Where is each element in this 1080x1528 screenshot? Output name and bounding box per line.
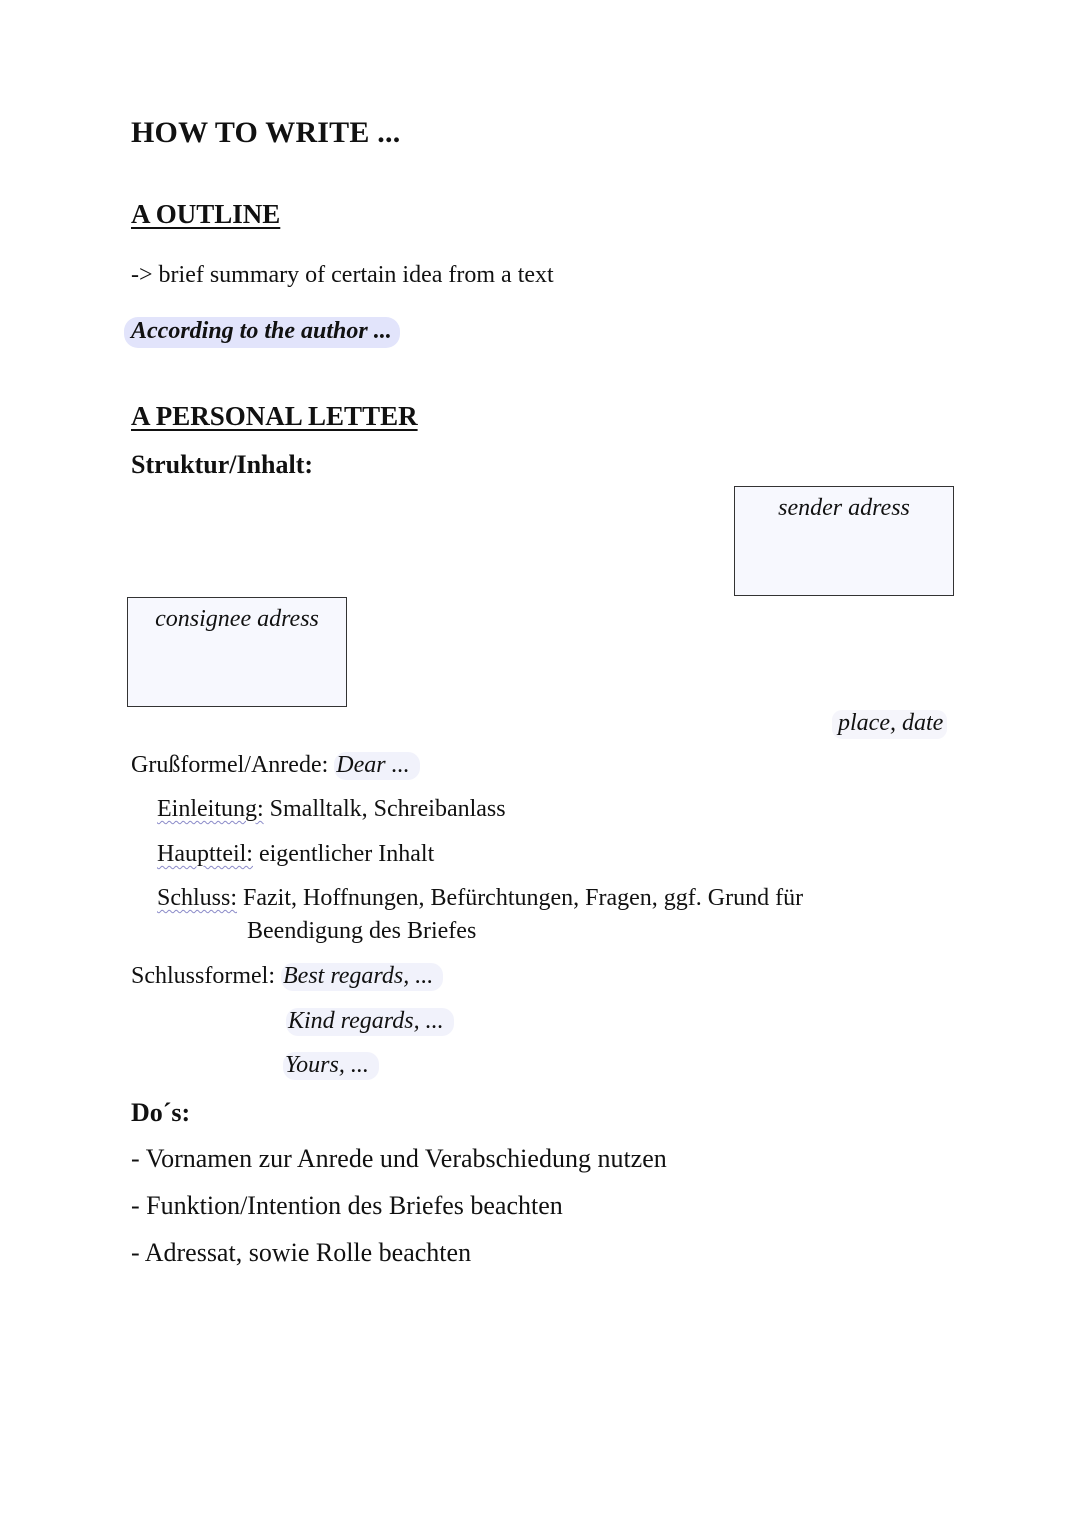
dos-item: - Adressat, sowie Rolle beachten xyxy=(131,1238,472,1267)
closing-example-1: Best regards, ... xyxy=(281,963,443,991)
conclusion-text-continued: Beendigung des Briefes xyxy=(247,918,477,944)
intro-line xyxy=(157,796,506,823)
place-date-label: place, date xyxy=(832,710,947,739)
closing-line xyxy=(131,963,443,990)
sender-address-box xyxy=(734,486,954,596)
greeting-label: Grußformel/Anrede: xyxy=(131,752,329,778)
greeting-example: Dear ... xyxy=(334,752,419,780)
intro-text: Smalltalk, Schreibanlass xyxy=(269,796,506,822)
page-title: HOW TO WRITE ... xyxy=(131,116,401,149)
consignee-address-label: consignee adress xyxy=(155,606,319,632)
conclusion-line xyxy=(157,885,803,912)
greeting-line xyxy=(131,752,420,779)
outline-summary: -> brief summary of certain idea from a text xyxy=(131,262,554,288)
conclusion-text: Fazit, Hoffnungen, Befürchtungen, Fragen, ggf. Grund für xyxy=(243,885,804,911)
main-part-label: Hauptteil: xyxy=(157,841,253,867)
main-part-line xyxy=(157,841,434,868)
intro-label: Einleitung: xyxy=(157,796,264,822)
letter-heading: A PERSONAL LETTER xyxy=(131,401,418,431)
dos-item: - Funktion/Intention des Briefes beachten xyxy=(131,1191,563,1220)
structure-label: Struktur/Inhalt: xyxy=(131,450,314,479)
closing-example-2-line xyxy=(286,1008,454,1035)
outline-phrase-highlight: According to the author ... xyxy=(124,317,400,348)
closing-example-2: Kind regards, ... xyxy=(286,1008,454,1036)
closing-example-3-line xyxy=(283,1052,379,1079)
consignee-address-box xyxy=(127,597,347,707)
closing-example-3: Yours, ... xyxy=(283,1052,379,1080)
outline-heading: A OUTLINE xyxy=(131,199,281,229)
closing-label: Schlussformel: xyxy=(131,963,275,989)
dos-heading: Do´s: xyxy=(131,1098,191,1127)
main-part-text: eigentlicher Inhalt xyxy=(258,841,435,867)
dos-item: - Vornamen zur Anrede und Verabschiedung nutzen xyxy=(131,1144,667,1173)
sender-address-label: sender adress xyxy=(778,495,910,521)
conclusion-label: Schluss: xyxy=(157,885,238,911)
